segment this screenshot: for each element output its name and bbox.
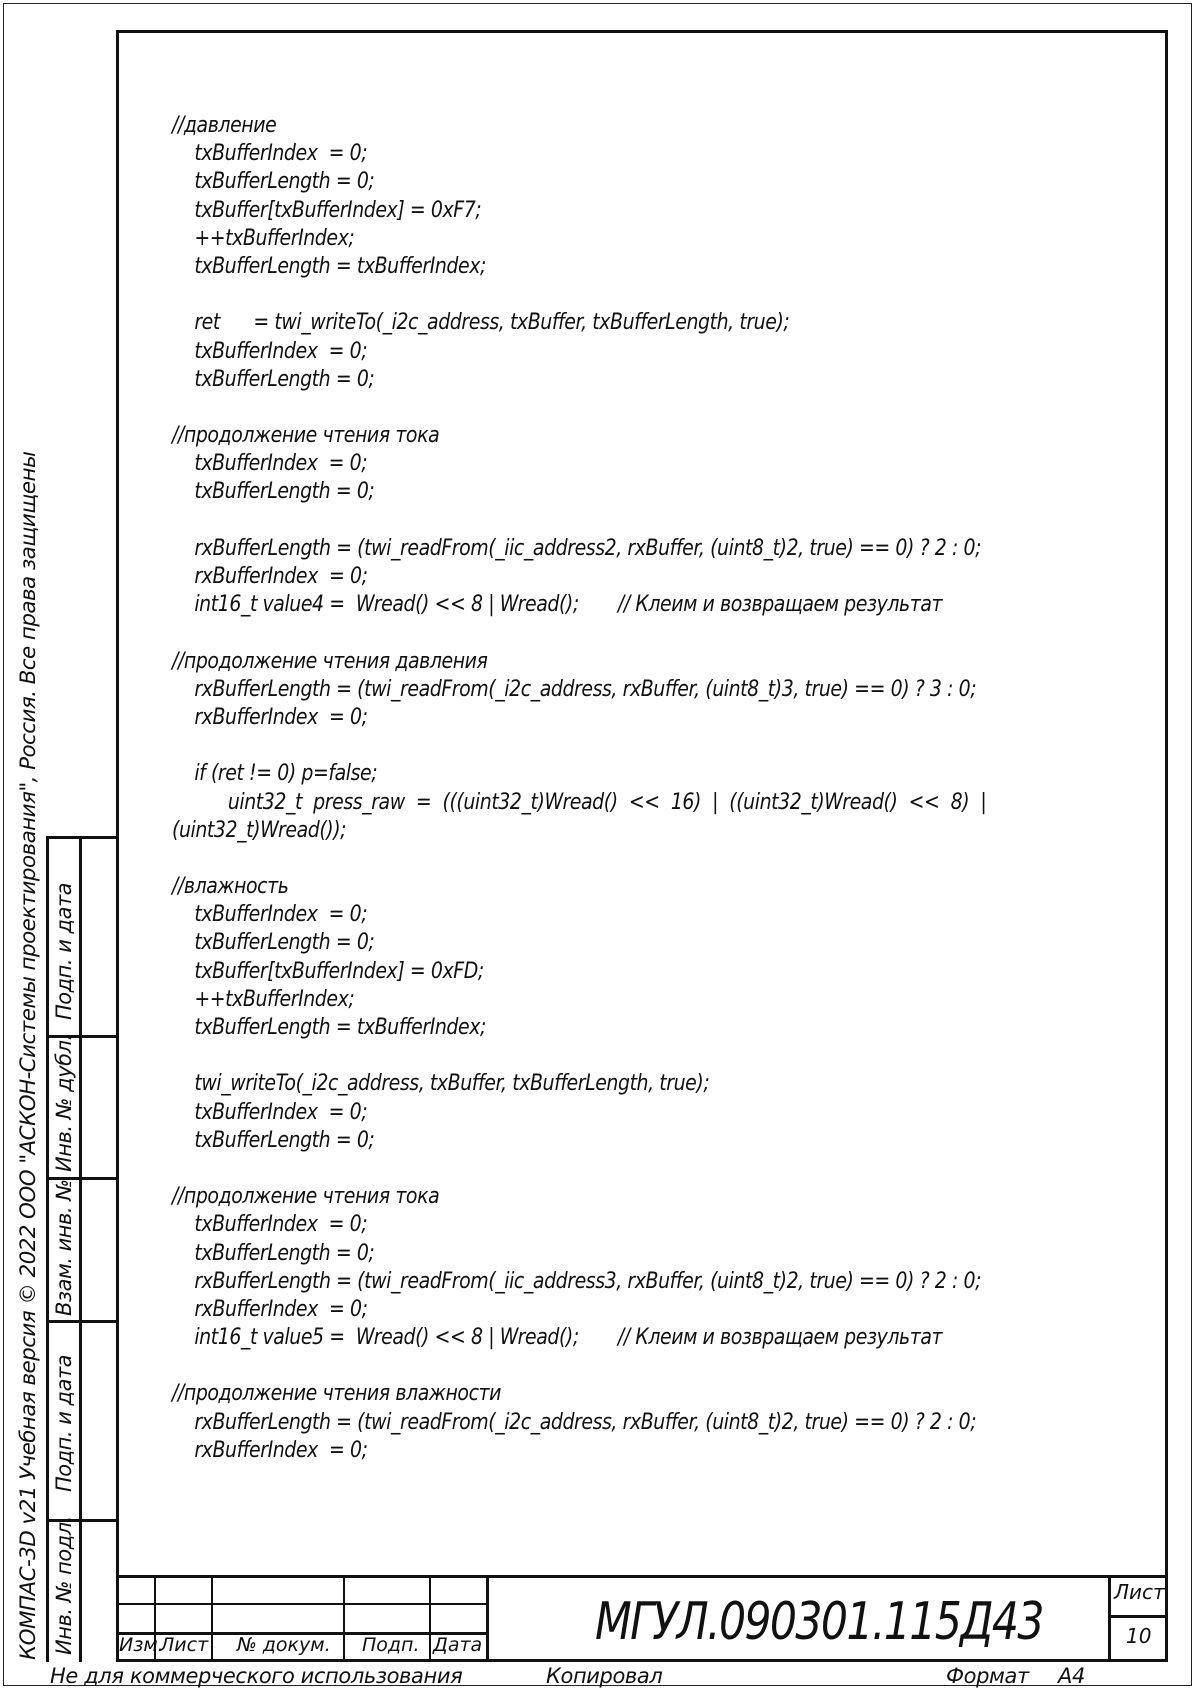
- col-label-date: Дата: [433, 1634, 483, 1656]
- code-line: txBuffer[txBufferIndex] = 0xF7;: [172, 197, 482, 223]
- non-commercial-notice: Не для коммерческого использования: [50, 1664, 463, 1688]
- code-line: int16_t value4 = Wread() << 8 | Wread(); // Клеим и возвращаем результат: [172, 592, 943, 618]
- code-line: txBufferIndex = 0;: [172, 902, 368, 928]
- code-line: (uint32_t)Wread());: [172, 817, 347, 843]
- code-line: [172, 507, 980, 535]
- format-value: А4: [1058, 1664, 1085, 1688]
- sheet-label: Лист: [1114, 1580, 1165, 1604]
- code-line: txBufferLength = 0;: [172, 169, 375, 195]
- code-line: txBufferIndex = 0;: [172, 451, 368, 477]
- code-line: ret = twi_writeTo(_i2c_address, txBuffer, txBufferLength, true);: [172, 310, 790, 336]
- code-line: int16_t value5 = Wread() << 8 | Wread(); // Клеим и возвращаем результат: [172, 1325, 943, 1351]
- code-line: if (ret != 0) p=false;: [172, 761, 378, 787]
- document-code: МГУЛ.090301.115Д43: [595, 1592, 1043, 1652]
- code-line: rxBufferLength = (twi_readFrom(_i2c_address, rxBuffer, (uint8_t)3, true) == 0) ? 3 : 0;: [172, 676, 977, 702]
- code-line: txBufferIndex = 0;: [172, 1212, 368, 1238]
- code-line: [172, 281, 980, 309]
- code-line: txBufferIndex = 0;: [172, 338, 368, 364]
- code-line: rxBufferIndex = 0;: [172, 1296, 368, 1322]
- code-line: rxBufferLength = (twi_readFrom(_iic_address3, rxBuffer, (uint8_t)2, true) == 0) ? 2 : 0;: [172, 1268, 982, 1294]
- code-line: txBufferLength = 0;: [172, 1127, 375, 1153]
- code-line: //продолжение чтения тока: [172, 1184, 440, 1210]
- side-label-orig-inv: Инв. № подл.: [52, 1516, 76, 1655]
- code-line: txBufferIndex = 0;: [172, 1099, 368, 1125]
- code-line: //продолжение чтения давления: [172, 648, 488, 674]
- code-line: rxBufferLength = (twi_readFrom(_iic_address2, rxBuffer, (uint8_t)2, true) == 0) ? 2 : 0;: [172, 535, 982, 561]
- code-line: //продолжение чтения тока: [172, 423, 440, 449]
- code-line: rxBufferLength = (twi_readFrom(_i2c_address, rxBuffer, (uint8_t)2, true) == 0) ? 2 : 0;: [172, 1409, 977, 1435]
- code-line: ++txBufferIndex;: [172, 986, 355, 1012]
- code-line: txBufferLength = txBufferIndex;: [172, 253, 486, 279]
- code-line: rxBufferIndex = 0;: [172, 564, 368, 589]
- code-line: txBufferLength = 0;: [172, 1240, 375, 1266]
- format-label: Формат: [946, 1664, 1029, 1688]
- code-line: txBufferLength = txBufferIndex;: [172, 1015, 486, 1040]
- col-label-sign: Подп.: [362, 1634, 420, 1656]
- copied-label: Копировал: [546, 1664, 663, 1688]
- code-listing: [172, 112, 987, 1465]
- code-line: twi_writeTo(_i2c_address, txBuffer, txBufferLength, true);: [172, 1071, 710, 1097]
- code-line: txBufferLength = 0;: [172, 479, 375, 505]
- code-line: [172, 1155, 980, 1183]
- code-line: [172, 1042, 980, 1070]
- code-line: [172, 394, 980, 422]
- col-label-izm: Изм.: [119, 1634, 164, 1656]
- code-line: txBufferLength = 0;: [172, 930, 375, 956]
- col-label-list: Лист: [160, 1634, 209, 1656]
- code-line: //продолжение чтения влажности: [172, 1381, 502, 1407]
- col-label-doc-num: № докум.: [237, 1634, 331, 1656]
- code-line: ++txBufferIndex;: [172, 225, 355, 251]
- side-label-dup-inv: Инв. № дубл.: [52, 1034, 76, 1172]
- code-line: [172, 845, 980, 873]
- side-label-sign-date-1: Подп. и дата: [52, 882, 76, 1020]
- side-label-sign-date-2: Подп. и дата: [52, 1354, 76, 1492]
- code-line: [172, 619, 980, 647]
- code-line: txBufferLength = 0;: [172, 366, 375, 392]
- code-line: [172, 732, 980, 760]
- code-line: //влажность: [172, 874, 289, 900]
- code-line: rxBufferIndex = 0;: [172, 704, 368, 730]
- copyright-notice: КОМПАС-3D v21 Учебная версия © 2022 ООО "АСКОН-Системы проектирования", Россия. Все права защищены: [16, 451, 41, 1660]
- code-line: uint32_t press_raw = (((uint32_t)Wread() << 16) | ((uint32_t)Wread() << 8) |: [172, 789, 987, 815]
- code-line: [172, 1352, 980, 1380]
- code-line: //давление: [172, 113, 277, 138]
- side-label-repl-inv: Взам. инв. №: [52, 1179, 76, 1316]
- code-line: rxBufferIndex = 0;: [172, 1437, 368, 1463]
- code-line: txBuffer[txBufferIndex] = 0xFD;: [172, 958, 484, 984]
- code-line: txBufferIndex = 0;: [172, 141, 368, 167]
- sheet-number: 10: [1126, 1624, 1152, 1648]
